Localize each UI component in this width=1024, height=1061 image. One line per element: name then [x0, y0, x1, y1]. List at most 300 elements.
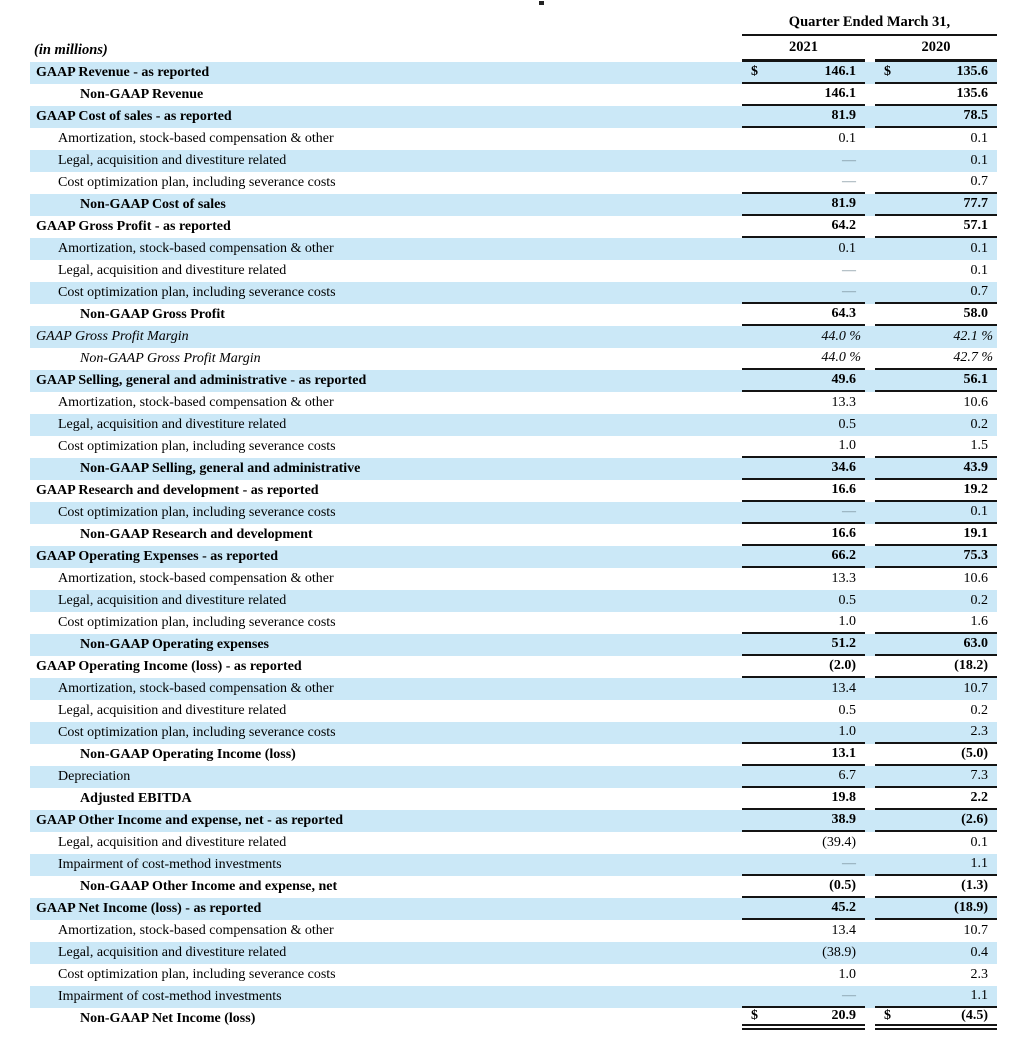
cell-value: —	[842, 988, 856, 1003]
row-label: Legal, acquisition and divestiture related	[30, 150, 742, 172]
value-2020	[875, 810, 997, 832]
value-2021	[742, 502, 865, 524]
table-row	[30, 348, 997, 370]
cell-value: 1.0	[838, 438, 856, 453]
column-gap	[865, 964, 875, 986]
cell-value: 42.7 %	[953, 350, 993, 365]
table-row	[30, 304, 997, 326]
value-2021	[742, 1008, 865, 1030]
value-2020	[875, 172, 997, 194]
row-label: Cost optimization plan, including severance costs	[30, 722, 742, 744]
cell-value: (5.0)	[961, 746, 988, 761]
row-label: Legal, acquisition and divestiture related	[30, 942, 742, 964]
value-2020	[875, 876, 997, 898]
cell-value: 1.0	[838, 614, 856, 629]
column-gap	[865, 194, 875, 216]
dollar-sign: $	[884, 1008, 891, 1023]
cell-value: 19.1	[963, 526, 988, 541]
row-label: GAAP Operating Expenses - as reported	[30, 546, 742, 568]
cell-value: 0.1	[838, 131, 856, 146]
cell-value: 0.5	[838, 417, 856, 432]
row-label: Non-GAAP Operating Income (loss)	[80, 747, 296, 762]
cell-value: 44.0 %	[821, 350, 861, 365]
cell-value: 1.0	[838, 967, 856, 982]
column-gap	[865, 326, 875, 348]
table-row	[30, 216, 997, 238]
cell-value: 7.3	[970, 768, 988, 783]
table-row	[30, 238, 997, 260]
table-row	[30, 326, 997, 348]
row-label: Cost optimization plan, including severance costs	[58, 967, 336, 982]
value-2020	[875, 480, 997, 502]
cell-value: 0.1	[838, 241, 856, 256]
table-row	[30, 128, 997, 150]
cell-value: 19.2	[963, 482, 988, 497]
column-gap	[865, 744, 875, 766]
row-label: Legal, acquisition and divestiture related	[30, 590, 742, 612]
table-row	[30, 634, 997, 656]
table-row	[30, 766, 997, 788]
value-2021	[742, 590, 865, 612]
row-label: GAAP Gross Profit Margin	[30, 326, 742, 348]
table-row	[30, 546, 997, 568]
row-label: Cost optimization plan, including severance costs	[30, 282, 742, 304]
column-gap	[865, 172, 875, 194]
value-2021	[742, 744, 865, 766]
column-gap	[865, 458, 875, 480]
row-label: Non-GAAP Operating expenses	[30, 634, 742, 656]
column-gap	[865, 986, 875, 1008]
cell-value: 2.3	[970, 724, 988, 739]
column-gap	[865, 106, 875, 128]
value-2021	[742, 766, 865, 788]
value-2020	[875, 62, 997, 84]
value-2020	[875, 700, 997, 722]
row-label: Depreciation	[30, 766, 742, 788]
table-row	[30, 876, 997, 898]
dollar-sign: $	[751, 64, 758, 79]
cell-value: 0.5	[838, 593, 856, 608]
column-gap	[865, 898, 875, 920]
column-gap	[865, 546, 875, 568]
table-row	[30, 700, 997, 722]
value-2020	[875, 282, 997, 304]
cell-value: 1.5	[970, 438, 988, 453]
cell-value: 0.1	[970, 504, 988, 519]
cell-value: 16.6	[831, 482, 856, 497]
cell-value: —	[842, 174, 856, 189]
value-2020	[875, 194, 997, 216]
table-row	[30, 480, 997, 502]
value-2021	[742, 436, 865, 458]
row-label: Impairment of cost-method investments	[30, 986, 742, 1008]
cell-value: 0.2	[970, 417, 988, 432]
cell-value: 10.6	[963, 395, 988, 410]
table-row	[30, 898, 997, 920]
value-2021	[742, 260, 865, 282]
cell-value: (2.6)	[961, 812, 988, 827]
value-2021	[742, 568, 865, 590]
cell-value: (38.9)	[822, 945, 856, 960]
cell-value: 13.4	[831, 681, 856, 696]
value-2021	[742, 700, 865, 722]
cell-value: 13.3	[831, 395, 856, 410]
table-row	[30, 282, 997, 304]
row-label: Cost optimization plan, including severance costs	[58, 439, 336, 454]
value-2020	[875, 898, 997, 920]
table-row	[30, 106, 997, 128]
cell-value: 77.7	[963, 196, 988, 211]
value-2020	[875, 722, 997, 744]
table-body	[30, 62, 997, 1030]
cell-value: 0.1	[970, 263, 988, 278]
cell-value: 66.2	[831, 548, 856, 563]
table-row	[30, 568, 997, 590]
column-gap	[865, 700, 875, 722]
value-2021	[742, 128, 865, 150]
cell-value: 10.6	[963, 571, 988, 586]
row-label: Non-GAAP Other Income and expense, net	[80, 879, 338, 894]
row-label: Cost optimization plan, including severance costs	[30, 502, 742, 524]
table-row	[30, 612, 997, 634]
value-2020	[875, 304, 997, 326]
value-2020	[875, 942, 997, 964]
column-gap	[865, 370, 875, 392]
row-label: Adjusted EBITDA	[80, 791, 192, 806]
value-2020	[875, 964, 997, 986]
row-label: Legal, acquisition and divestiture related	[58, 703, 287, 718]
value-2021	[742, 854, 865, 876]
value-2020	[875, 546, 997, 568]
row-label: GAAP Other Income and expense, net - as reported	[30, 810, 742, 832]
value-2020	[875, 128, 997, 150]
value-2021	[742, 920, 865, 942]
row-label: Non-GAAP Gross Profit	[80, 307, 225, 322]
cell-value: 45.2	[831, 900, 856, 915]
row-label: Legal, acquisition and divestiture related	[58, 835, 287, 850]
table-row	[30, 678, 997, 700]
cell-value: 0.5	[838, 703, 856, 718]
cell-value: 135.6	[956, 64, 988, 79]
value-2021	[742, 150, 865, 172]
row-label: Legal, acquisition and divestiture related	[58, 263, 287, 278]
cell-value: 10.7	[963, 923, 988, 938]
table-row	[30, 810, 997, 832]
cell-value: 51.2	[831, 636, 856, 651]
row-label: Non-GAAP Net Income (loss)	[80, 1011, 256, 1026]
cell-value: 16.6	[831, 526, 856, 541]
value-2021	[742, 282, 865, 304]
table-header-years-row	[30, 36, 997, 62]
row-label: Non-GAAP Selling, general and administrative	[30, 458, 742, 480]
value-2021	[742, 942, 865, 964]
value-2021	[742, 326, 865, 348]
table-row	[30, 920, 997, 942]
value-2020	[875, 568, 997, 590]
table-row	[30, 502, 997, 524]
column-gap	[865, 634, 875, 656]
table-row	[30, 150, 997, 172]
value-2020	[875, 854, 997, 876]
table-row	[30, 458, 997, 480]
gaap-non-gaap-reconciliation-table	[30, 10, 997, 1030]
header-spacer	[30, 10, 742, 36]
row-label: GAAP Research and development - as reported	[36, 483, 319, 498]
column-gap	[865, 1008, 875, 1030]
value-2021	[742, 106, 865, 128]
cell-value: 38.9	[831, 812, 856, 827]
value-2021	[742, 370, 865, 392]
row-label: Cost optimization plan, including severance costs	[58, 175, 336, 190]
value-2020	[875, 84, 997, 106]
value-2021	[742, 524, 865, 546]
table-row	[30, 194, 997, 216]
value-2020	[875, 436, 997, 458]
cell-value: 20.9	[831, 1008, 856, 1023]
table-row	[30, 84, 997, 106]
cell-value: 0.1	[970, 153, 988, 168]
column-gap	[865, 150, 875, 172]
scan-artifact-mark	[539, 1, 544, 5]
cell-value: 146.1	[824, 64, 856, 79]
column-gap	[865, 238, 875, 260]
value-2021	[742, 612, 865, 634]
value-2021	[742, 678, 865, 700]
dollar-sign: $	[884, 64, 891, 79]
value-2020	[875, 634, 997, 656]
cell-value: 10.7	[963, 681, 988, 696]
table-row	[30, 370, 997, 392]
value-2020	[875, 458, 997, 480]
cell-value: 0.4	[970, 945, 988, 960]
cell-value: —	[842, 856, 856, 871]
table-row	[30, 722, 997, 744]
table-row	[30, 854, 997, 876]
row-label: Amortization, stock-based compensation & other	[58, 571, 334, 586]
table-row	[30, 392, 997, 414]
value-2020	[875, 986, 997, 1008]
table-row	[30, 656, 997, 678]
value-2021	[742, 986, 865, 1008]
column-header-2020: 2020	[875, 36, 997, 62]
value-2020	[875, 414, 997, 436]
column-gap	[865, 678, 875, 700]
cell-value: 0.2	[970, 703, 988, 718]
table-row	[30, 172, 997, 194]
value-2020	[875, 392, 997, 414]
column-gap	[865, 436, 875, 458]
value-2020	[875, 832, 997, 854]
value-2020	[875, 678, 997, 700]
table-row	[30, 942, 997, 964]
value-2021	[742, 876, 865, 898]
cell-value: 63.0	[963, 636, 988, 651]
value-2020	[875, 920, 997, 942]
value-2020	[875, 348, 997, 370]
table-row	[30, 436, 997, 458]
row-label: Cost optimization plan, including severance costs	[58, 615, 336, 630]
cell-value: 0.1	[970, 131, 988, 146]
column-gap	[865, 348, 875, 370]
value-2021	[742, 788, 865, 810]
cell-value: 57.1	[963, 218, 988, 233]
value-2020	[875, 150, 997, 172]
value-2021	[742, 172, 865, 194]
cell-value: 146.1	[824, 86, 856, 101]
row-label: GAAP Operating Income (loss) - as reported	[36, 659, 302, 674]
row-label: Amortization, stock-based compensation & other	[58, 395, 334, 410]
column-header-2021: 2021	[742, 36, 865, 62]
cell-value: 2.3	[970, 967, 988, 982]
cell-value: 64.2	[831, 218, 856, 233]
value-2020	[875, 590, 997, 612]
value-2020	[875, 260, 997, 282]
cell-value: 13.3	[831, 571, 856, 586]
table-row	[30, 964, 997, 986]
column-gap	[865, 766, 875, 788]
row-label: Amortization, stock-based compensation & other	[30, 238, 742, 260]
cell-value: 49.6	[831, 372, 856, 387]
column-gap	[865, 942, 875, 964]
value-2021	[742, 304, 865, 326]
column-gap	[865, 216, 875, 238]
table-row	[30, 524, 997, 546]
cell-value: —	[842, 153, 856, 168]
cell-value: 0.1	[970, 241, 988, 256]
value-2021	[742, 480, 865, 502]
value-2021	[742, 216, 865, 238]
value-2020	[875, 1008, 997, 1030]
value-2020	[875, 502, 997, 524]
column-gap	[865, 788, 875, 810]
row-label: Impairment of cost-method investments	[30, 854, 742, 876]
cell-value: —	[842, 284, 856, 299]
value-2021	[742, 348, 865, 370]
value-2020	[875, 766, 997, 788]
table-row	[30, 1008, 997, 1030]
cell-value: (1.3)	[961, 878, 988, 893]
column-gap	[865, 612, 875, 634]
value-2021	[742, 964, 865, 986]
value-2020	[875, 612, 997, 634]
column-gap	[865, 524, 875, 546]
cell-value: 58.0	[963, 306, 988, 321]
value-2021	[742, 62, 865, 84]
column-gap	[865, 36, 875, 62]
cell-value: 44.0 %	[821, 329, 861, 344]
value-2021	[742, 194, 865, 216]
row-label: Non-GAAP Research and development	[80, 527, 313, 542]
value-2020	[875, 238, 997, 260]
cell-value: 64.3	[831, 306, 856, 321]
column-gap	[865, 568, 875, 590]
row-label: Legal, acquisition and divestiture related	[30, 414, 742, 436]
table-row	[30, 788, 997, 810]
cell-value: 1.1	[970, 856, 988, 871]
units-label: (in millions)	[34, 42, 108, 58]
value-2021	[742, 84, 865, 106]
value-2021	[742, 458, 865, 480]
cell-value: 0.7	[970, 284, 988, 299]
cell-value: 43.9	[963, 460, 988, 475]
value-2021	[742, 656, 865, 678]
cell-value: 34.6	[831, 460, 856, 475]
cell-value: 2.2	[970, 790, 988, 805]
cell-value: 78.5	[963, 108, 988, 123]
column-gap	[865, 260, 875, 282]
column-gap	[865, 62, 875, 84]
period-title: Quarter Ended March 31,	[742, 10, 997, 36]
column-gap	[865, 502, 875, 524]
column-gap	[865, 304, 875, 326]
column-gap	[865, 722, 875, 744]
row-label: GAAP Gross Profit - as reported	[36, 219, 231, 234]
column-gap	[865, 590, 875, 612]
column-gap	[865, 920, 875, 942]
value-2020	[875, 524, 997, 546]
row-label: GAAP Revenue - as reported	[30, 62, 742, 84]
value-2021	[742, 634, 865, 656]
column-gap	[865, 656, 875, 678]
row-label: Non-GAAP Revenue	[80, 87, 204, 102]
column-gap	[865, 832, 875, 854]
dollar-sign: $	[751, 1008, 758, 1023]
table-row	[30, 590, 997, 612]
table-row	[30, 744, 997, 766]
cell-value: (4.5)	[961, 1008, 988, 1023]
table-row	[30, 986, 997, 1008]
value-2021	[742, 414, 865, 436]
cell-value: 1.6	[970, 614, 988, 629]
row-label: GAAP Cost of sales - as reported	[30, 106, 742, 128]
cell-value: 56.1	[963, 372, 988, 387]
cell-value: 42.1 %	[953, 329, 993, 344]
column-gap	[865, 414, 875, 436]
column-gap	[865, 876, 875, 898]
value-2021	[742, 392, 865, 414]
cell-value: 135.6	[956, 86, 988, 101]
value-2020	[875, 106, 997, 128]
value-2021	[742, 810, 865, 832]
value-2020	[875, 656, 997, 678]
value-2020	[875, 326, 997, 348]
column-gap	[865, 810, 875, 832]
table-row	[30, 832, 997, 854]
column-gap	[865, 854, 875, 876]
column-gap	[865, 128, 875, 150]
row-label: Non-GAAP Gross Profit Margin	[80, 351, 261, 366]
cell-value: 75.3	[963, 548, 988, 563]
value-2021	[742, 546, 865, 568]
row-label: Amortization, stock-based compensation & other	[58, 923, 334, 938]
value-2021	[742, 722, 865, 744]
column-gap	[865, 84, 875, 106]
cell-value: 13.1	[831, 746, 856, 761]
value-2021	[742, 898, 865, 920]
cell-value: —	[842, 263, 856, 278]
cell-value: 0.1	[970, 835, 988, 850]
cell-value: 0.2	[970, 593, 988, 608]
cell-value: 6.7	[838, 768, 856, 783]
value-2021	[742, 238, 865, 260]
cell-value: 0.7	[970, 174, 988, 189]
row-label: GAAP Selling, general and administrative - as reported	[30, 370, 742, 392]
value-2020	[875, 216, 997, 238]
table-row	[30, 62, 997, 84]
row-label: Amortization, stock-based compensation & other	[58, 131, 334, 146]
value-2021	[742, 832, 865, 854]
cell-value: 1.1	[970, 988, 988, 1003]
